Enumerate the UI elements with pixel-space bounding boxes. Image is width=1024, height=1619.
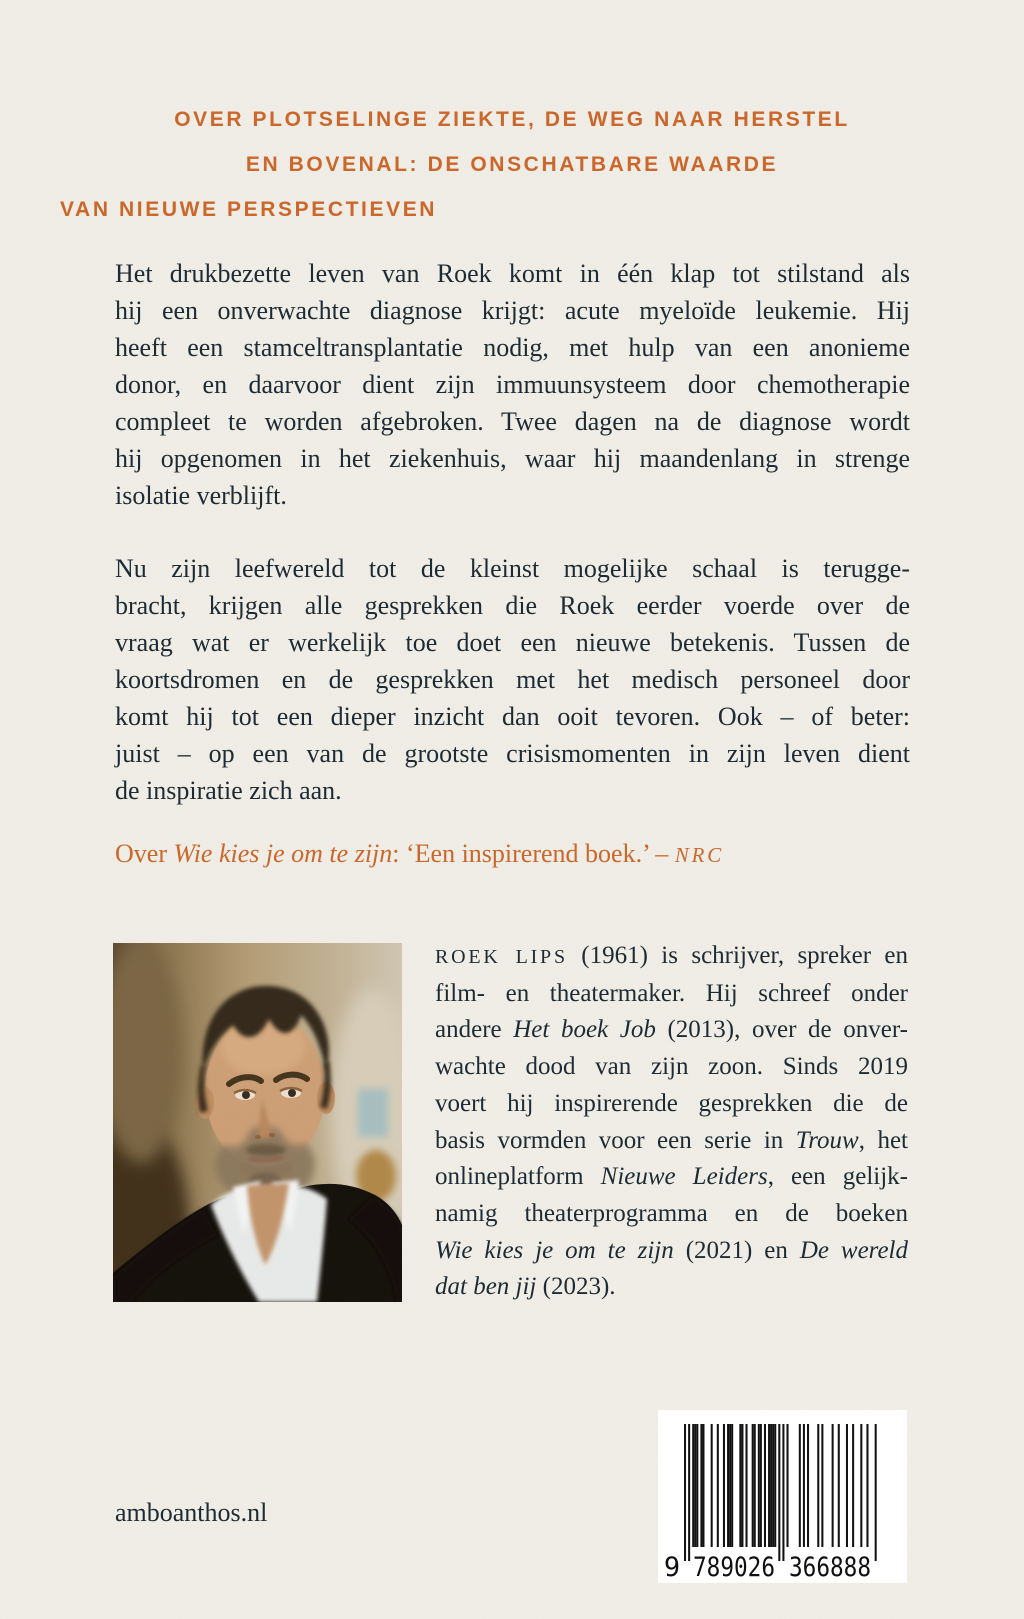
portrait-illustration bbox=[113, 943, 402, 1302]
cover-tagline bbox=[60, 97, 964, 232]
text-line: wachte dood van zijn zoon. Sinds 2019 bbox=[435, 1053, 908, 1081]
text-line: heeft een stamceltransplantatie nodig, met hulp van een anonieme bbox=[115, 333, 910, 362]
text-line: ROEK LIPS (1961) is schrijver, spreker en bbox=[435, 942, 908, 969]
barcode-digits-left: 789026 bbox=[693, 1552, 775, 1583]
text-line: donor, en daarvoor dient zijn immuunsysteem door chemotherapie bbox=[115, 370, 910, 399]
text-line: dat ben jij (2023). bbox=[435, 1273, 616, 1301]
text-line: hij een onverwachte diagnose krijgt: acute myeloïde leukemie. Hij bbox=[115, 296, 910, 325]
publisher-website: amboanthos.nl bbox=[115, 1498, 268, 1527]
text-line: komt hij tot een dieper inzicht dan ooit tevoren. Ook – of beter: bbox=[115, 702, 910, 731]
text-line: film- en theatermaker. Hij schreef onder bbox=[435, 979, 908, 1007]
text-line: EN BOVENAL: DE ONSCHATBARE WAARDE bbox=[245, 153, 779, 176]
text-line: Het drukbezette leven van Roek komt in één klap tot stilstand als bbox=[115, 259, 910, 288]
text-line: isolatie verblijft. bbox=[115, 481, 287, 510]
text-line: Over Wie kies je om te zijn: ‘Een inspirerend boek.’ – NRC bbox=[115, 839, 724, 868]
barcode-digits-right: 366888 bbox=[789, 1552, 871, 1583]
text-line: bracht, krijgen alle gesprekken die Roek eerder voerde over de bbox=[115, 591, 910, 620]
press-quote bbox=[115, 835, 975, 874]
text-line: basis vormden voor een serie in Trouw, het bbox=[435, 1126, 908, 1154]
text-line: vraag wat er werkelijk toe doet een nieuwe betekenis. Tussen de bbox=[115, 628, 910, 657]
barcode-digit-system: 9 bbox=[663, 1552, 681, 1583]
text-line: hij opgenomen in het ziekenhuis, waar hij maandenlang in strenge bbox=[115, 444, 910, 473]
text-line: namig theaterprogramma en de boeken bbox=[435, 1199, 908, 1227]
synopsis-paragraph-2 bbox=[115, 550, 910, 809]
text-line: voert hij inspirerende gesprekken die de bbox=[435, 1089, 908, 1117]
author-bio bbox=[435, 938, 908, 1306]
text-line: VAN NIEUWE PERSPECTIEVEN bbox=[60, 198, 438, 221]
author-portrait-photo bbox=[113, 943, 402, 1302]
barcode-svg bbox=[658, 1410, 907, 1583]
synopsis-paragraph-1 bbox=[115, 255, 910, 514]
mustache bbox=[246, 1144, 286, 1156]
text-line: de inspiratie zich aan. bbox=[115, 776, 342, 805]
text-line: juist – op een van de grootste crisismomenten in zijn leven dient bbox=[115, 739, 910, 768]
text-line: Nu zijn leefwereld tot de kleinst mogelijke schaal is terugge- bbox=[115, 554, 910, 583]
text-line: onlineplatform Nieuwe Leiders, een gelijk- bbox=[435, 1163, 908, 1191]
text-line: OVER PLOTSELINGE ZIEKTE, DE WEG NAAR HERSTEL bbox=[174, 108, 850, 131]
text-line: Wie kies je om te zijn (2021) en De wereld bbox=[435, 1236, 909, 1264]
text-line: compleet te worden afgebroken. Twee dagen na de diagnose wordt bbox=[115, 407, 910, 436]
blurred-picture-frame bbox=[358, 1089, 388, 1137]
barcode bbox=[658, 1410, 907, 1583]
text-line: andere Het boek Job (2013), over de onver- bbox=[435, 1016, 908, 1044]
text-line: koortsdromen en de gesprekken met het medisch personeel door bbox=[115, 665, 910, 694]
